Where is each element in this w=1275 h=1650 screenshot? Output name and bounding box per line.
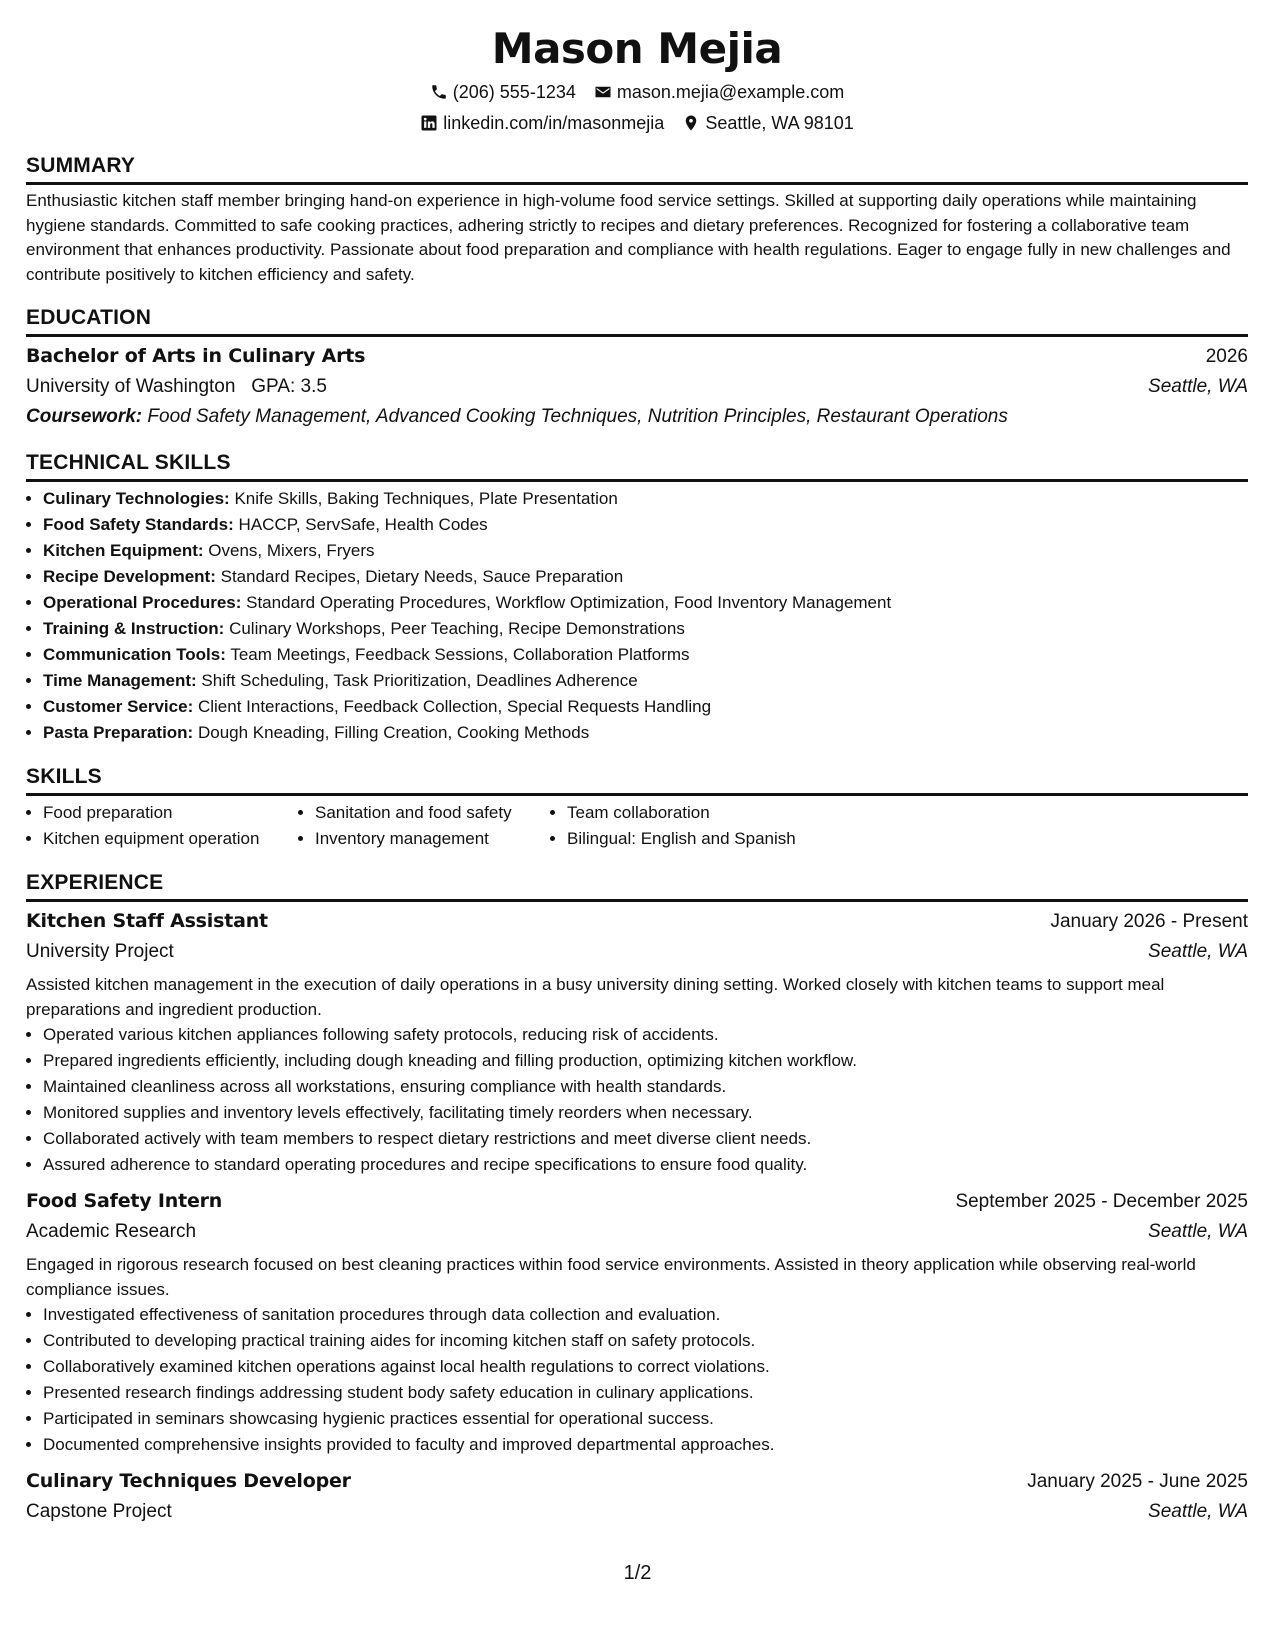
section-title: SUMMARY (26, 153, 1248, 185)
skill-values: Client Interactions, Feedback Collection, Special Requests Handling (197, 697, 712, 716)
section-title: TECHNICAL SKILLS (26, 450, 1248, 482)
list-item (43, 720, 1248, 746)
job-location: Seattle, WA (1148, 1221, 1248, 1242)
linkedin-text: linkedin.com/in/masonmejia (443, 113, 665, 133)
school-name: University of Washington (26, 376, 236, 397)
job-bullets (26, 1022, 1248, 1178)
job-sub-row (26, 1497, 1248, 1527)
job-header-row (26, 1186, 1248, 1217)
skill-values: Shift Scheduling, Task Prioritization, Deadlines Adherence (201, 671, 638, 690)
education-sub-row (26, 372, 1248, 402)
job-description: Engaged in rigorous research focused on best cleaning practices within food service environments. Assisted in theory application while observing real-world compliance issues. (26, 1255, 1196, 1299)
skills-column-1 (26, 800, 298, 852)
summary-section (26, 153, 1248, 287)
list-item (43, 512, 1248, 538)
skill-values: Standard Recipes, Dietary Needs, Sauce Preparation (220, 567, 624, 586)
skill-category: Communication Tools: (43, 645, 226, 664)
envelope-icon (594, 83, 612, 101)
job-title: Culinary Techniques Developer (26, 1470, 351, 1492)
skills-section (26, 764, 1248, 852)
skill-values: Ovens, Mixers, Fryers (208, 541, 375, 560)
job-location: Seattle, WA (1148, 941, 1248, 962)
skill-category: Training & Instruction: (43, 619, 225, 638)
location-text: Seattle, WA 98101 (705, 113, 854, 133)
job-entry (26, 1186, 1248, 1458)
resume-page (26, 22, 1248, 1527)
phone-text: (206) 555-1234 (452, 82, 576, 102)
phone-icon (430, 83, 448, 101)
skill-category: Food Safety Standards: (43, 515, 234, 534)
list-item: • Food preparation (43, 800, 298, 826)
job-sub-row (26, 1217, 1248, 1247)
job-dates: January 2026 - Present (1050, 911, 1248, 932)
degree: Bachelor of Arts in Culinary Arts (26, 345, 366, 367)
job-sub-row (26, 937, 1248, 967)
job-organization: Academic Research (26, 1221, 197, 1242)
list-item: • Bilingual: English and Spanish (567, 826, 867, 852)
phone-contact (430, 80, 576, 104)
skill-category: Pasta Preparation: (43, 723, 194, 742)
education-location: Seattle, WA (1148, 376, 1248, 397)
list-item (43, 642, 1248, 668)
coursework (26, 402, 1248, 432)
list-item: • Collaborated actively with team members to respect dietary restrictions and meet diverse client needs. (43, 1126, 1248, 1152)
skill-values: Dough Kneading, Filling Creation, Cooking Methods (197, 723, 590, 742)
skill-category: Customer Service: (43, 697, 194, 716)
job-description: Assisted kitchen management in the execution of daily operations in a busy university dining setting. Worked closely with kitchen teams to support meal preparations and ingredient production. (26, 975, 1165, 1019)
list-item: • Investigated effectiveness of sanitation procedures through data collection and evaluation. (43, 1302, 1248, 1328)
list-item: • Assured adherence to standard operating procedures and recipe specifications to ensure food quality. (43, 1152, 1248, 1178)
list-item: • Contributed to developing practical training aides for incoming kitchen staff on safety protocols. (43, 1328, 1248, 1354)
skill-values: Standard Operating Procedures, Workflow Optimization, Food Inventory Management (246, 593, 892, 612)
skill-category: Kitchen Equipment: (43, 541, 204, 560)
list-item: • Prepared ingredients efficiently, including dough kneading and filling production, optimizing kitchen workflow. (43, 1048, 1248, 1074)
summary-text: Enthusiastic kitchen staff member bringing hand-on experience in high-volume food service settings. Skilled at supporting daily operations while maintaining hygiene standards. Committed to safe cooking practices, adhering strictly to recipes and dietary preferences. Recognized for fostering a collaborative team environment that enhances productivity. Passionate about food preparation and compliance with health regulations. Eager to engage fully in new challenges and contribute positively to kitchen efficiency and safety. (26, 191, 1231, 284)
skill-category: Culinary Technologies: (43, 489, 230, 508)
skills-column-3 (550, 800, 867, 852)
email-text: mason.mejia@example.com (616, 82, 845, 102)
list-item: • Sanitation and food safety (315, 800, 550, 826)
job-dates: January 2025 - June 2025 (1027, 1471, 1248, 1492)
linkedin-contact[interactable] (420, 111, 664, 135)
technical-skills-list (26, 486, 1248, 746)
skill-category: Time Management: (43, 671, 197, 690)
job-header-row (26, 906, 1248, 937)
section-title: EDUCATION (26, 305, 1248, 337)
list-item: • Collaboratively examined kitchen operations against local health regulations to correct violations. (43, 1354, 1248, 1380)
school-info (26, 372, 327, 402)
education-section (26, 305, 1248, 432)
skill-category: Recipe Development: (43, 567, 216, 586)
job-entry (26, 906, 1248, 1178)
job-organization: University Project (26, 941, 174, 962)
list-item (43, 694, 1248, 720)
section-title: EXPERIENCE (26, 870, 1248, 902)
list-item: • Kitchen equipment operation (43, 826, 298, 852)
coursework-list: Food Safety Management, Advanced Cooking Techniques, Nutrition Principles, Restaurant Operations (147, 406, 1008, 427)
job-bullets (26, 1302, 1248, 1458)
contact-row-2 (26, 111, 1248, 135)
skill-values: Culinary Workshops, Peer Teaching, Recipe Demonstrations (229, 619, 685, 638)
list-item: • Documented comprehensive insights provided to faculty and improved departmental approaches. (43, 1432, 1248, 1458)
skills-grid (26, 800, 1248, 852)
coursework-label: Coursework: (26, 406, 143, 427)
location-contact (682, 111, 853, 135)
email-contact[interactable] (594, 80, 844, 104)
candidate-name: Mason Mejia (491, 24, 783, 73)
education-header-row (26, 341, 1248, 372)
list-item: • Maintained cleanliness across all workstations, ensuring compliance with health standards. (43, 1074, 1248, 1100)
job-title: Kitchen Staff Assistant (26, 910, 268, 932)
graduation-year: 2026 (1205, 346, 1248, 367)
job-header-row (26, 1466, 1248, 1497)
list-item (43, 616, 1248, 642)
list-item: • Operated various kitchen appliances following safety protocols, reducing risk of accidents. (43, 1022, 1248, 1048)
list-item (43, 486, 1248, 512)
list-item (43, 538, 1248, 564)
list-item: • Participated in seminars showcasing hygienic practices essential for operational success. (43, 1406, 1248, 1432)
list-item: • Presented research findings addressing student body safety education in culinary applications. (43, 1380, 1248, 1406)
list-item: • Inventory management (315, 826, 550, 852)
skills-column-2 (298, 800, 550, 852)
map-pin-icon (682, 114, 700, 132)
experience-section (26, 870, 1248, 1527)
technical-skills-section (26, 450, 1248, 746)
list-item: • Monitored supplies and inventory levels effectively, facilitating timely reorders when necessary. (43, 1100, 1248, 1126)
skill-values: Team Meetings, Feedback Sessions, Collaboration Platforms (230, 645, 690, 664)
job-entry (26, 1466, 1248, 1527)
list-item: • Team collaboration (567, 800, 867, 826)
job-organization: Capstone Project (26, 1501, 172, 1522)
job-location: Seattle, WA (1148, 1501, 1248, 1522)
list-item (43, 590, 1248, 616)
page-number: 1/2 (623, 1562, 652, 1584)
gpa: GPA: 3.5 (251, 376, 327, 397)
section-title: SKILLS (26, 764, 1248, 796)
skill-category: Operational Procedures: (43, 593, 242, 612)
contact-row-1 (26, 80, 1248, 104)
skill-values: HACCP, ServSafe, Health Codes (238, 515, 488, 534)
skill-values: Knife Skills, Baking Techniques, Plate Presentation (234, 489, 618, 508)
list-item (43, 668, 1248, 694)
list-item (43, 564, 1248, 590)
job-dates: September 2025 - December 2025 (955, 1191, 1248, 1212)
job-title: Food Safety Intern (26, 1190, 223, 1212)
linkedin-icon (420, 114, 438, 132)
